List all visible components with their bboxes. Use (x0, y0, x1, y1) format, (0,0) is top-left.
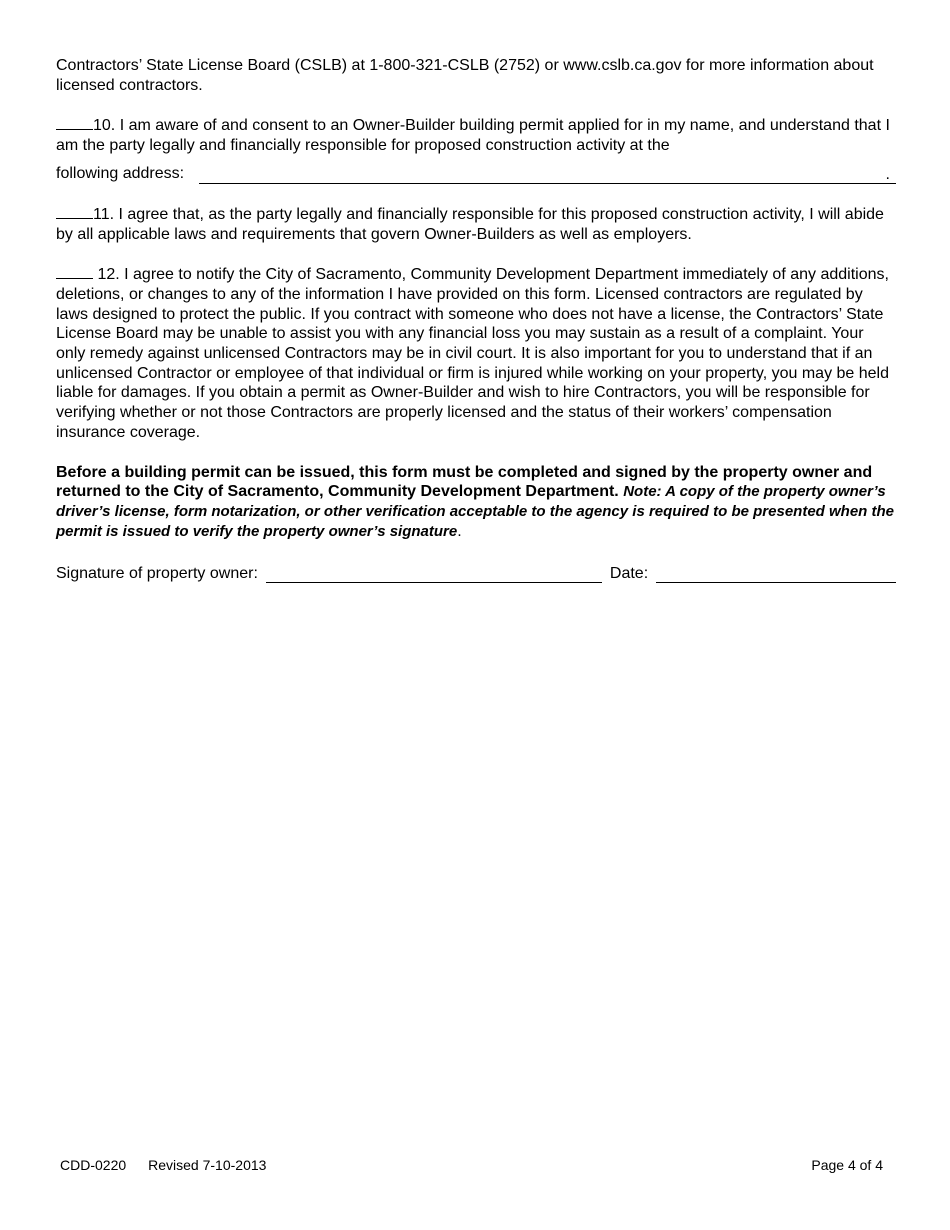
item-12-text: 12. I agree to notify the City of Sacramento, Community Development Department immediately of any additions, deletions, or changes to any of the information I have provided on this form. Licensed contractors are regulated by laws designed to protect the public. If you contract with someone who does not have a license, the Contractors’ State License Board may be unable to assist you with any financial loss you may sustain as a result of a complaint. Your only remedy against unlicensed Contractors may be in civil court. It is also important for you to understand that if an unlicensed Contractor or employee of that individual or firm is injured while working on your property, you may be held liable for damages. If you obtain a permit as Owner-Builder and wish to hire Contractors, you will be responsible for verifying whether or not those Contractors are properly licensed and the status of their workers’ compensation insurance coverage. (56, 266, 890, 441)
form-code: CDD-0220 (60, 1157, 127, 1173)
item-11-text: 11. I agree that, as the party legally and financially responsible for this proposed construction activity, I will abide by all applicable laws and requirements that govern Owner-Builders as well as employers. (56, 205, 884, 243)
item-11-initial-blank[interactable] (56, 204, 93, 219)
item-10-initial-blank[interactable] (56, 115, 93, 130)
permit-notice-end: . (457, 522, 462, 540)
item-10-text: 10. I am aware of and consent to an Owner-Builder building permit applied for in my name, and understand that I am the party legally and financially responsible for proposed construction activity at the (56, 117, 890, 155)
permit-notice-bold: Before a building permit can be issued, this form must be completed and signed by the property owner and returned to the City of Sacramento, Community Development Department. (56, 463, 873, 501)
page-number: Page 4 of 4 (811, 1157, 883, 1173)
form-page (56, 56, 896, 583)
signature-field[interactable] (266, 564, 602, 583)
item-10-paragraph (56, 115, 896, 155)
signature-row (56, 561, 896, 583)
date-label: Date: (609, 564, 649, 582)
address-period: . (885, 166, 890, 184)
item-12-initial-blank[interactable] (56, 264, 93, 279)
item-12-paragraph (56, 264, 896, 442)
permit-notice (56, 463, 896, 542)
page-footer (60, 1156, 883, 1176)
address-row (56, 164, 896, 184)
item-11-paragraph (56, 204, 896, 244)
address-label: following address: (56, 165, 185, 183)
signature-label: Signature of property owner: (56, 564, 258, 582)
permit-notice-note: Note: A copy of the property owner’s driver’s license, form notarization, or other verification acceptable to the agency is required to be presented when the permit is issued to verify the property owner’s signature (56, 483, 894, 540)
address-field[interactable] (199, 167, 896, 184)
intro-paragraph: Contractors’ State License Board (CSLB) at 1-800-321-CSLB (2752) or www.cslb.ca.gov for more information about licensed contractors. (56, 57, 874, 94)
date-field[interactable] (656, 564, 896, 583)
revised-date: Revised 7-10-2013 (148, 1157, 267, 1173)
footer-left (60, 1156, 266, 1176)
